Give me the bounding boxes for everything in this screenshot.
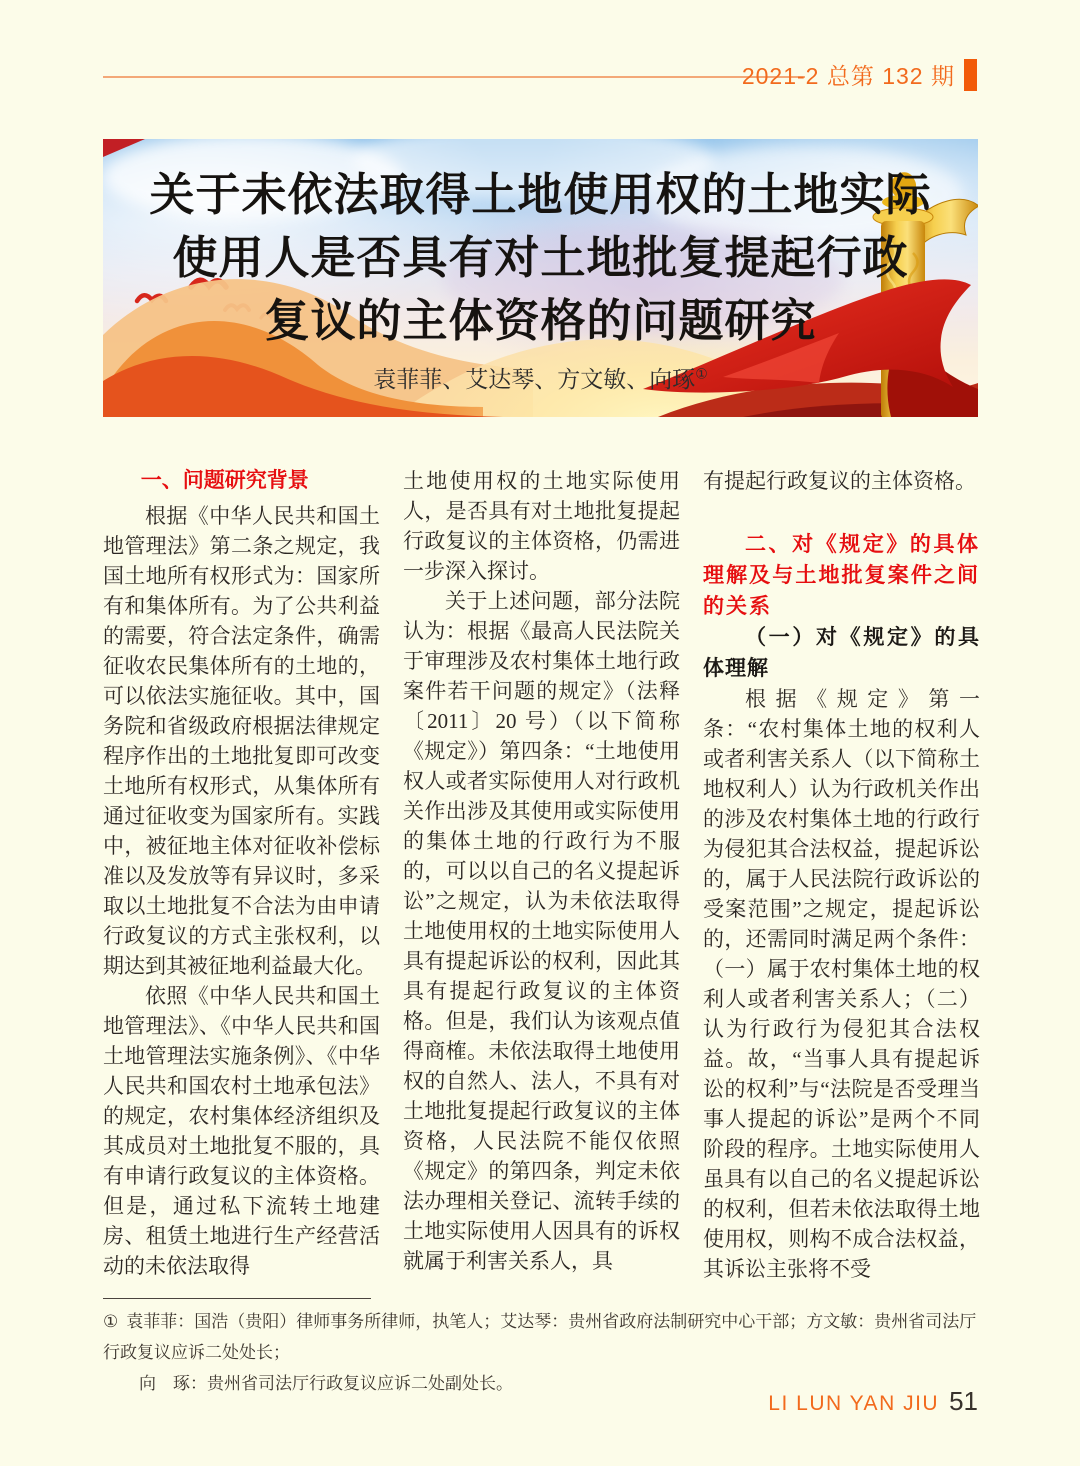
footnote-mark: ① <box>103 1312 119 1331</box>
paragraph: 根据《规定》第一条：“农村集体土地的权利人或者利害关系人（以下简称土地权利人）认为行政机关作出的涉及农村集体土地的行政行为侵犯其合法权益，提起诉讼的，属于人民法院行政诉讼的受案范围”之规定，提起诉讼的，还需同时满足两个条件：（一）属于农村集体土地的权利人或者利害关系人；（二）认为行政行为侵犯其合法权益。故，“当事人具有提起诉讼的权利”与“法院是否受理当事人提起的诉讼”是两个不同阶段的程序。土地实际使用人虽具有以自己的名义提起诉讼的权利，但若未依法取得土地使用权，则构不成合法权益，其诉讼主张将不受 <box>703 687 980 1281</box>
article-title-line-2: 使用人是否具有对土地批复提起行政 <box>172 232 909 283</box>
paragraph: 关于上述问题，部分法院认为：根据《最高人民法院关于审理涉及农村集体土地行政案件若干问题的规定》（法释〔2011〕20 号）（以下简称《规定》）第四条：“土地使用权人或者实际使用人对行政机关作出涉及其使用或实际使用的集体土地的行政行为不服的，可以以自己的名义提起诉讼”之规定，认为未依法取得土地使用权的土地实际使用人具有提起诉讼的权利，因此其具有提起行政复议的主体资格。但是，我们认为该观点值得商榷。未依法取得土地使用权的自然人、法人，不具有对土地批复提起行政复议的主体资格，人民法院不能仅依照《规定》的第四条，判定未依法办理相关登记、流转手续的土地实际使用人因具有的诉权就属于利害关系人，具 <box>403 589 680 1273</box>
paragraph: 根据《中华人民共和国土地管理法》第二条之规定，我国土地所有权形式为：国家所有和集体所有。为了公共利益的需要，符合法定条件，确需征收农民集体所有的土地的，可以依法实施征收。其中，国务院和省级政府根据法律规定程序作出的土地批复即可改变土地所有权形式，从集体所有通过征收变为国家所有。实践中，被征地主体对征收补偿标准以及发放等有异议时，多采取以土地批复不合法为由申请行政复议的方式主张权利，以期达到其被征地利益最大化。 <box>103 504 380 978</box>
page-footer <box>768 1386 978 1417</box>
title-banner <box>103 139 978 417</box>
column-2 <box>403 466 680 1284</box>
section-heading-2: 二、对《规定》的具体理解及与土地批复案件之间的关系 <box>703 533 980 618</box>
journal-name-pinyin: LI LUN YAN JIU <box>768 1392 940 1415</box>
footnote-line-2: 向 琢：贵州省司法厅行政复议应诉二处副处长。 <box>139 1374 513 1393</box>
column-3 <box>703 466 980 1284</box>
paragraph-continued: 土地使用权的土地实际使用人，是否具有对土地批复提起行政复议的主体资格，仍需进一步深入探讨。 <box>403 469 680 583</box>
section-heading-1: 一、问题研究背景 <box>140 469 309 492</box>
issue-bar-icon <box>964 59 977 91</box>
issue-label: 2021-2 总第 132 期 <box>741 63 955 89</box>
authors-names: 袁菲菲、艾达琴、方文敏、向琢 <box>373 366 696 392</box>
subsection-heading: （一）对《规定》的具体理解 <box>703 626 980 680</box>
article-body <box>103 466 980 1284</box>
authors-footnote-mark: ① <box>695 365 708 382</box>
article-title-line-1: 关于未依法取得土地使用权的土地实际 <box>149 169 932 220</box>
header-rule <box>103 76 805 78</box>
issue-info <box>742 58 977 91</box>
banner-text-block <box>103 139 978 417</box>
footnote-line-1 <box>103 1306 980 1368</box>
paragraph: 依照《中华人民共和国土地管理法》、《中华人民共和国土地管理法实施条例》、《中华人民共和国农村土地承包法》的规定，农村集体经济组织及其成员对土地批复不服的，具有申请行政复议的主体资格。但是，通过私下流转土地建房、租赁土地进行生产经营活动的未依法取得 <box>103 984 380 1278</box>
column-1 <box>103 466 380 1284</box>
footnote-text-1: 袁菲菲：国浩（贵阳）律师事务所律师，执笔人；艾达琴：贵州省政府法制研究中心干部；方文敏：贵州省司法厅行政复议应诉二处处长； <box>103 1312 977 1362</box>
authors-line <box>103 361 978 394</box>
paragraph-continued: 有提起行政复议的主体资格。 <box>703 469 976 493</box>
footnote-rule <box>103 1298 371 1299</box>
article-title-line-3: 复议的主体资格的问题研究 <box>264 295 817 346</box>
page-number: 51 <box>949 1386 978 1416</box>
